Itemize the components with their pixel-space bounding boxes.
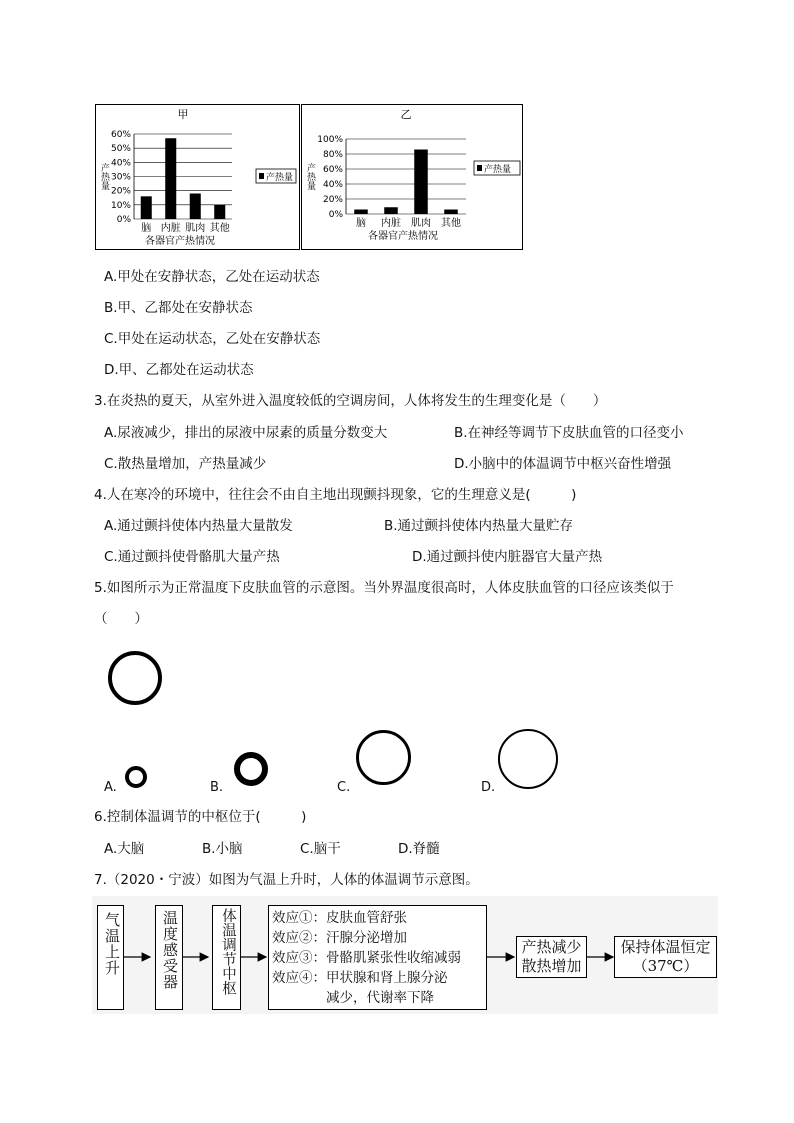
box-temp-receptor: 温度感受器 (155, 905, 183, 1010)
effect-2: 效应②：汗腺分泌增加 (272, 930, 407, 946)
q2-option-c: C.甲处在运动状态，乙处在安静状态 (104, 331, 321, 347)
bar-内脏 (384, 207, 398, 214)
y-tick-label: 60% (110, 130, 131, 140)
q4-option-a: A.通过颤抖使体内热量大量散发 (104, 518, 293, 534)
q3-stem: 3.在炎热的夏天，从室外进入温度较低的空调房间，人体将发生的生理变化是（ ） (94, 393, 607, 409)
y-tick-label: 30% (110, 172, 131, 183)
q5-label-d: D. (481, 780, 496, 795)
effect-4: 效应④：甲状腺和肾上腺分泌 (272, 970, 448, 986)
y-tick-label: 80% (322, 150, 343, 160)
box-keep-constant (614, 936, 717, 978)
heat-loss-increase: 散热增加 (521, 957, 582, 975)
bar-肌肉 (190, 194, 201, 220)
bar-肌肉 (414, 150, 428, 215)
chart-jia (96, 105, 299, 249)
q4-option-b: B.通过颤抖使体内热量大量贮存 (384, 518, 574, 534)
x-tick-label: 内脏 (160, 223, 181, 234)
y-tick-label: 10% (110, 200, 131, 211)
keep-temp-constant: 保持体温恒定 (620, 938, 711, 956)
vessel-option-b-circle (234, 752, 268, 786)
box-air-temp-rise: 气温上升 (97, 905, 124, 1010)
q4-option-d: D.通过颤抖使内脏器官大量产热 (412, 549, 603, 565)
q3-option-d: D.小脑中的体温调节中枢兴奋性增强 (454, 456, 672, 472)
y-tick-label: 60% (322, 165, 343, 175)
bar-脑 (141, 196, 152, 219)
q6-option-c: C.脑干 (300, 841, 341, 857)
heat-prod-decrease: 产热减少 (521, 938, 582, 956)
effect-3: 效应③：骨骼肌紧张性收缩减弱 (272, 950, 461, 966)
q5-label-a: A. (104, 780, 117, 795)
bar-其他 (444, 210, 458, 215)
vessel-option-d-circle (498, 729, 558, 789)
y-axis-label: 产热量 (99, 163, 109, 190)
x-axis-label: 各器官产热情况 (145, 236, 215, 247)
y-tick-label: 40% (110, 158, 131, 169)
q7-stem: 7.（2020・宁波）如图为气温上升时，人体的体温调节示意图。 (94, 872, 479, 888)
bar-其他 (214, 205, 225, 219)
q3-option-c: C.散热量增加，产热量减少 (104, 456, 267, 472)
x-tick-label: 其他 (441, 218, 461, 229)
effect-1: 效应①：皮肤血管舒张 (272, 910, 407, 926)
temp-37c: （37℃） (632, 957, 699, 975)
y-tick-label: 50% (110, 144, 131, 155)
q3-option-a: A.尿液减少，排出的尿液中尿素的质量分数变大 (104, 425, 388, 441)
q2-option-a: A.甲处在安静状态，乙处在运动状态 (104, 269, 320, 285)
q6-option-b: B.小脑 (202, 841, 243, 857)
q5-paren: （ ） (94, 611, 148, 627)
x-tick-label: 肌肉 (185, 223, 206, 234)
normal-vessel-circle (108, 651, 162, 705)
q2-option-b: B.甲、乙都处在安静状态 (104, 300, 253, 316)
q5-label-c: C. (337, 780, 351, 795)
bar-内脏 (165, 138, 176, 219)
q5-stem: 5.如图所示为正常温度下皮肤血管的示意图。当外界温度很高时，人体皮肤血管的口径应该类似于 (94, 580, 674, 596)
x-tick-label: 肌肉 (411, 218, 431, 229)
chart-yi-frame (301, 104, 523, 250)
x-tick-label: 内脏 (381, 218, 401, 229)
legend-label: 产热量 (266, 173, 294, 183)
legend-swatch (477, 165, 482, 171)
x-tick-label: 脑 (356, 218, 366, 229)
q3-option-b: B.在神经等调节下皮肤血管的口径变小 (454, 425, 684, 441)
legend-swatch (259, 173, 264, 179)
y-tick-label: 20% (110, 186, 131, 197)
box-thermoregulation-center: 体温调节中枢 (212, 905, 241, 1010)
y-tick-label: 0% (116, 215, 131, 225)
effect-4-cont: 减少，代谢率下降 (272, 990, 434, 1006)
chart-jia-frame (95, 104, 300, 250)
chart-title: 甲 (177, 108, 189, 121)
q6-option-a: A.大脑 (104, 841, 145, 857)
box-effects (268, 905, 487, 1010)
q6-stem: 6.控制体温调节的中枢位于( ) (94, 809, 307, 825)
q2-option-d: D.甲、乙都处在运动状态 (104, 362, 254, 378)
chart-title: 乙 (400, 108, 412, 121)
legend-label: 产热量 (484, 165, 512, 175)
q5-label-b: B. (210, 780, 224, 795)
y-tick-label: 100% (317, 135, 343, 145)
y-axis-label: 产热量 (305, 163, 315, 190)
y-tick-label: 20% (322, 195, 343, 205)
vessel-option-a-circle (125, 766, 147, 788)
vessel-option-c-circle (356, 730, 411, 785)
bar-脑 (354, 210, 368, 215)
box-heat-balance (516, 936, 587, 978)
x-axis-label: 各器官产热情况 (368, 231, 438, 242)
q6-option-d: D.脊髓 (398, 841, 440, 857)
y-tick-label: 0% (328, 210, 343, 220)
q4-stem: 4.人在寒冷的环境中，往往会不由自主地出现颤抖现象，它的生理意义是( ) (94, 487, 577, 503)
x-tick-label: 其他 (209, 223, 230, 234)
x-tick-label: 脑 (141, 223, 152, 234)
q4-option-c: C.通过颤抖使骨骼肌大量产热 (104, 549, 280, 565)
chart-yi (302, 105, 522, 249)
y-tick-label: 40% (322, 180, 343, 190)
